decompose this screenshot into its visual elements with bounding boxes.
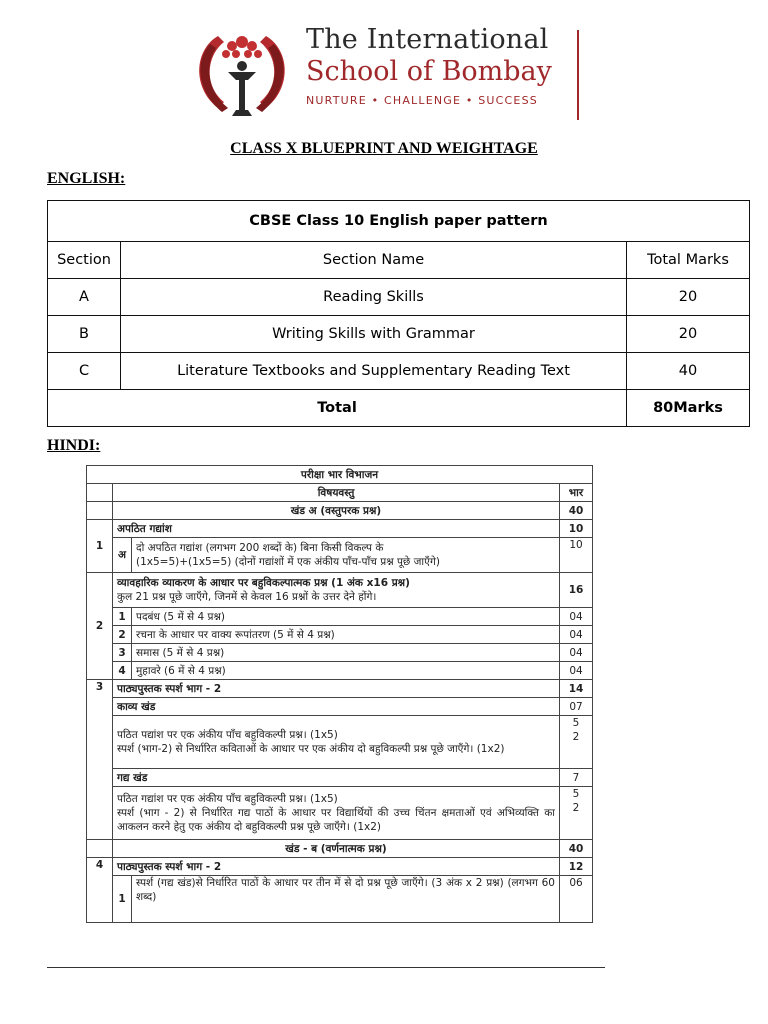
table-row (87, 626, 593, 644)
table-row (87, 608, 593, 626)
question-text: स्पर्श (भाग - 2) से निर्धारित गद्य पाठों के आधार पर विद्यार्थियों की उच्च चिंतन क्षमताओं एवं अभिव्यक्ति का आकलन करने हेतु एक अंकीय दो बहुविकल्पी प्रश्न पूछे जाएँगे। (1x2) (117, 807, 555, 833)
marks-cell: 04 (560, 644, 593, 662)
question-text: स्पर्श (भाग-2) से निर्धारित कविताओं के आधार पर एक अंकीय दो बहुविकल्पी प्रश्न पूछे जाएँगे। (1x2) (117, 743, 505, 755)
gadya-khand-heading: गद्य खंड (113, 769, 560, 787)
marks-cell: 04 (560, 662, 593, 680)
question-text: (1x5=5)+(1x5=5) (दोनों गद्यांशों में एक अंकीय पाँच-पाँच प्रश्न पूछे जाएँगे) (136, 556, 440, 568)
question-number: 2 (87, 573, 113, 680)
marks-cell: 12 (560, 858, 593, 876)
english-pattern-table (47, 200, 750, 427)
marks-cell: 20 (627, 279, 750, 316)
column-header: विषयवस्तु (113, 484, 560, 502)
khand-b-heading: खंड - ब (वर्णनात्मक प्रश्न) (113, 840, 560, 858)
marks-cell: 40 (627, 353, 750, 390)
marks-cell: 2 (572, 731, 580, 743)
document-title: CLASS X BLUEPRINT AND WEIGHTAGE (230, 140, 538, 157)
logo-text (306, 24, 552, 107)
footer-divider (47, 967, 605, 968)
total-row (48, 390, 750, 427)
section-name-cell: Writing Skills with Grammar (121, 316, 627, 353)
table-row (87, 840, 593, 858)
table-row (87, 662, 593, 680)
logo-tagline: NURTURE • CHALLENGE • SUCCESS (306, 94, 538, 107)
marks-cell: 10 (560, 520, 593, 538)
hindi-heading: HINDI: (47, 437, 101, 454)
column-header: भार (560, 484, 593, 502)
question-text: पठित पद्यांश पर एक अंकीय पाँच बहुविकल्पी प्रश्न। (1x5) (117, 729, 338, 741)
sub-label: 1 (113, 876, 132, 923)
table-row (87, 876, 593, 923)
english-heading: ENGLISH: (47, 170, 126, 187)
question-number: 4 (87, 858, 113, 923)
marks-cell: 04 (560, 608, 593, 626)
marks-cell: 16 (560, 573, 593, 608)
sub-label: 4 (113, 662, 132, 680)
sub-label: 2 (113, 626, 132, 644)
marks-cell: 5 (572, 788, 580, 800)
marks-cell: 14 (560, 680, 593, 698)
table-row (87, 716, 593, 769)
table-row (87, 502, 593, 520)
table-row (48, 353, 750, 390)
table-row (48, 316, 750, 353)
question-text: मुहावरे (6 में से 4 प्रश्न) (132, 662, 560, 680)
section-name-cell: Literature Textbooks and Supplementary Reading Text (121, 353, 627, 390)
english-table-caption: CBSE Class 10 English paper pattern (48, 201, 750, 242)
sub-label: 1 (113, 608, 132, 626)
question-title: अपठित गद्यांश (113, 520, 560, 538)
table-header-row (48, 242, 750, 279)
question-title: पाठ्यपुस्तक स्पर्श भाग - 2 (113, 680, 560, 698)
marks-cell: 07 (560, 698, 593, 716)
logo-divider (577, 30, 579, 120)
question-number: 3 (87, 680, 113, 840)
table-row (87, 644, 593, 662)
section-cell: A (48, 279, 121, 316)
total-label: Total (48, 390, 627, 427)
logo-school-name-line1: The International (306, 24, 549, 55)
hindi-table-caption: परीक्षा भार विभाजन (87, 466, 593, 484)
marks-cell: 40 (560, 502, 593, 520)
total-marks: 80Marks (627, 390, 750, 427)
section-cell: C (48, 353, 121, 390)
logo-school-name-line2: School of Bombay (306, 56, 552, 87)
question-title: व्यावहारिक व्याकरण के आधार पर बहुविकल्पात्मक प्रश्न (1 अंक x16 प्रश्न) (117, 577, 410, 589)
table-row (87, 787, 593, 840)
khand-a-heading: खंड अ (वस्तुपरक प्रश्न) (113, 502, 560, 520)
question-text: दो अपठित गद्यांश (लगभग 200 शब्दों के) बिना किसी विकल्प के (136, 542, 384, 554)
sub-label: अ (113, 538, 132, 573)
sub-label: 3 (113, 644, 132, 662)
question-text: रचना के आधार पर वाक्य रूपांतरण (5 में से 4 प्रश्न) (132, 626, 560, 644)
question-number: 1 (87, 520, 113, 573)
table-row (87, 858, 593, 876)
kavya-khand-heading: काव्य खंड (113, 698, 560, 716)
table-row (87, 698, 593, 716)
table-row (87, 573, 593, 608)
column-header: Total Marks (627, 242, 750, 279)
marks-cell: 04 (560, 626, 593, 644)
section-cell: B (48, 316, 121, 353)
column-header: Section Name (121, 242, 627, 279)
logo-emblem-icon (188, 22, 296, 126)
marks-cell: 20 (627, 316, 750, 353)
question-text: पदबंध (5 में से 4 प्रश्न) (132, 608, 560, 626)
marks-cell: 10 (560, 538, 593, 573)
table-row (48, 279, 750, 316)
marks-cell: 06 (560, 876, 593, 923)
marks-cell: 40 (560, 840, 593, 858)
marks-cell: 2 (572, 802, 580, 814)
column-header: Section (48, 242, 121, 279)
question-text: समास (5 में से 4 प्रश्न) (132, 644, 560, 662)
hindi-weightage-table (86, 465, 593, 923)
marks-cell: 7 (560, 769, 593, 787)
table-row (87, 680, 593, 698)
question-text: स्पर्श (गद्य खंड)से निर्धारित पाठों के आधार पर तीन में से दो प्रश्न पूछे जाएँगे। (3 अंक x 2 प्रश्न) (लगभग 60 शब्द) (132, 876, 560, 923)
question-text: कुल 21 प्रश्न पूछे जाएँगे, जिनमें से केवल 16 प्रश्नों के उत्तर देने होंगे। (117, 591, 377, 603)
table-header-row (87, 484, 593, 502)
table-row (87, 520, 593, 538)
school-logo (188, 22, 588, 126)
question-title: पाठ्यपुस्तक स्पर्श भाग - 2 (113, 858, 560, 876)
table-row (87, 538, 593, 573)
table-row (87, 769, 593, 787)
question-text: पठित गद्यांश पर एक अंकीय पाँच बहुविकल्पी प्रश्न। (1x5) (117, 793, 338, 805)
section-name-cell: Reading Skills (121, 279, 627, 316)
marks-cell: 5 (572, 717, 580, 729)
